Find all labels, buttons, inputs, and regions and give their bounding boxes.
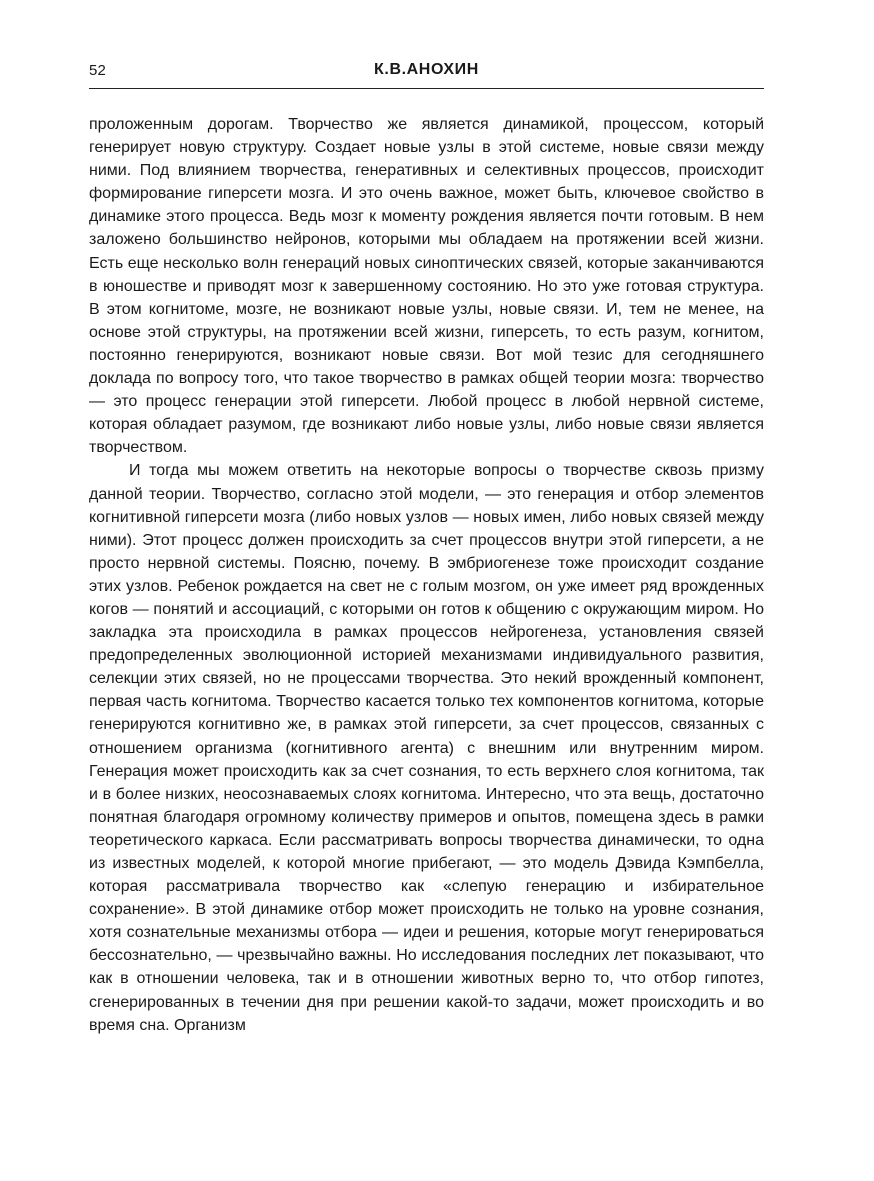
body-text [89,113,764,1037]
running-head-author: К.В.АНОХИН [374,61,479,78]
paragraph: И тогда мы можем ответить на некоторые вопросы о творчестве сквозь призму данной теории. Творчество, согласно этой модели, — это генерация и отбор элементов когнитивной гиперсети мозга (либо новых узлов — новых имен, либо новых связей между ними). Этот процесс должен происходить за счет процессов внутри этой гиперсети, а не просто нервной системы. Поясню, почему. В эмбриогенезе тоже происходит создание этих узлов. Ребенок рождается на свет не с голым мозгом, он уже имеет ряд врожденных когов — понятий и ассоциаций, с которыми он готов к общению с окружающим миром. Но закладка эта происходила в рамках процессов нейрогенеза, установления связей предопределенных эволюционной историей механизмами индивидуального развития, селекции этих связей, но не процессами творчества. Это некий врожденный компонент, первая часть когнитома. Творчество касается только тех компонентов когнитома, которые генерируются когнитивно же, в рамках этой гиперсети, за счет процессов, связанных с отношением организма (когнитивного агента) с внешним или внутренним миром. Генерация может происходить как за счет сознания, то есть верхнего слоя когнитома, так и в более низких, неосознаваемых слоях когнитома. Интересно, что эта вещь, достаточно понятная благодаря огромному количеству примеров и опытов, помещена здесь в рамки теоретического каркаса. Если рассматривать вопросы творчества динамически, то одна из известных моделей, к которой многие прибегают, — это модель Дэвида Кэмпбелла, которая рассматривала творчество как «слепую генерацию и избирательное сохранение». В этой динамике отбор может происходить не только на уровне сознания, хотя сознательные механизмы отбора — идеи и решения, которые могут генерироваться бессознательно, — чрезвычайно важны. Но исследования последних лет показывают, что как в отношении человека, так и в отношении животных верно то, что отбор гипотез, сгенерированных в течении дня при решении какой-то задачи, может происходить и во время сна. Организм [89,462,764,1034]
paragraph-continuation: проложенным дорогам. Творчество же является динамикой, процессом, который генерирует новую структуру. Создает новые узлы в этой системе, новые связи между ними. Под влиянием творчества, генеративных и селективных процессов, происходит формирование гиперсети мозга. И это очень важное, может быть, ключевое свойство в динамике этого процесса. Ведь мозг к моменту рождения является почти готовым. В нем заложено большинство нейронов, которыми мы обладаем на протяжении всей жизни. Есть еще несколько волн генераций новых синоптических связей, которые заканчиваются в юношестве и приводят мозг к завершенному состоянию. Но это уже готовая структура. В этом когнитоме, мозге, не возникают новые узлы, новые связи. И, тем не менее, на основе этой структуры, на протяжении всей жизни, гиперсеть, то есть разум, когнитом, постоянно генерируются, возникают новые связи. Вот мой тезис для сегодняшнего доклада по вопросу того, что такое творчество в рамках общей теории мозга: творчество — это процесс генерации этой гиперсети. Любой процесс в любой нервной системе, которая обладает разумом, где возникают либо новые узлы, либо новые связи является творчеством. [89,116,764,457]
page-number: 52 [89,62,107,79]
book-page [89,58,764,1037]
running-head [89,58,764,89]
